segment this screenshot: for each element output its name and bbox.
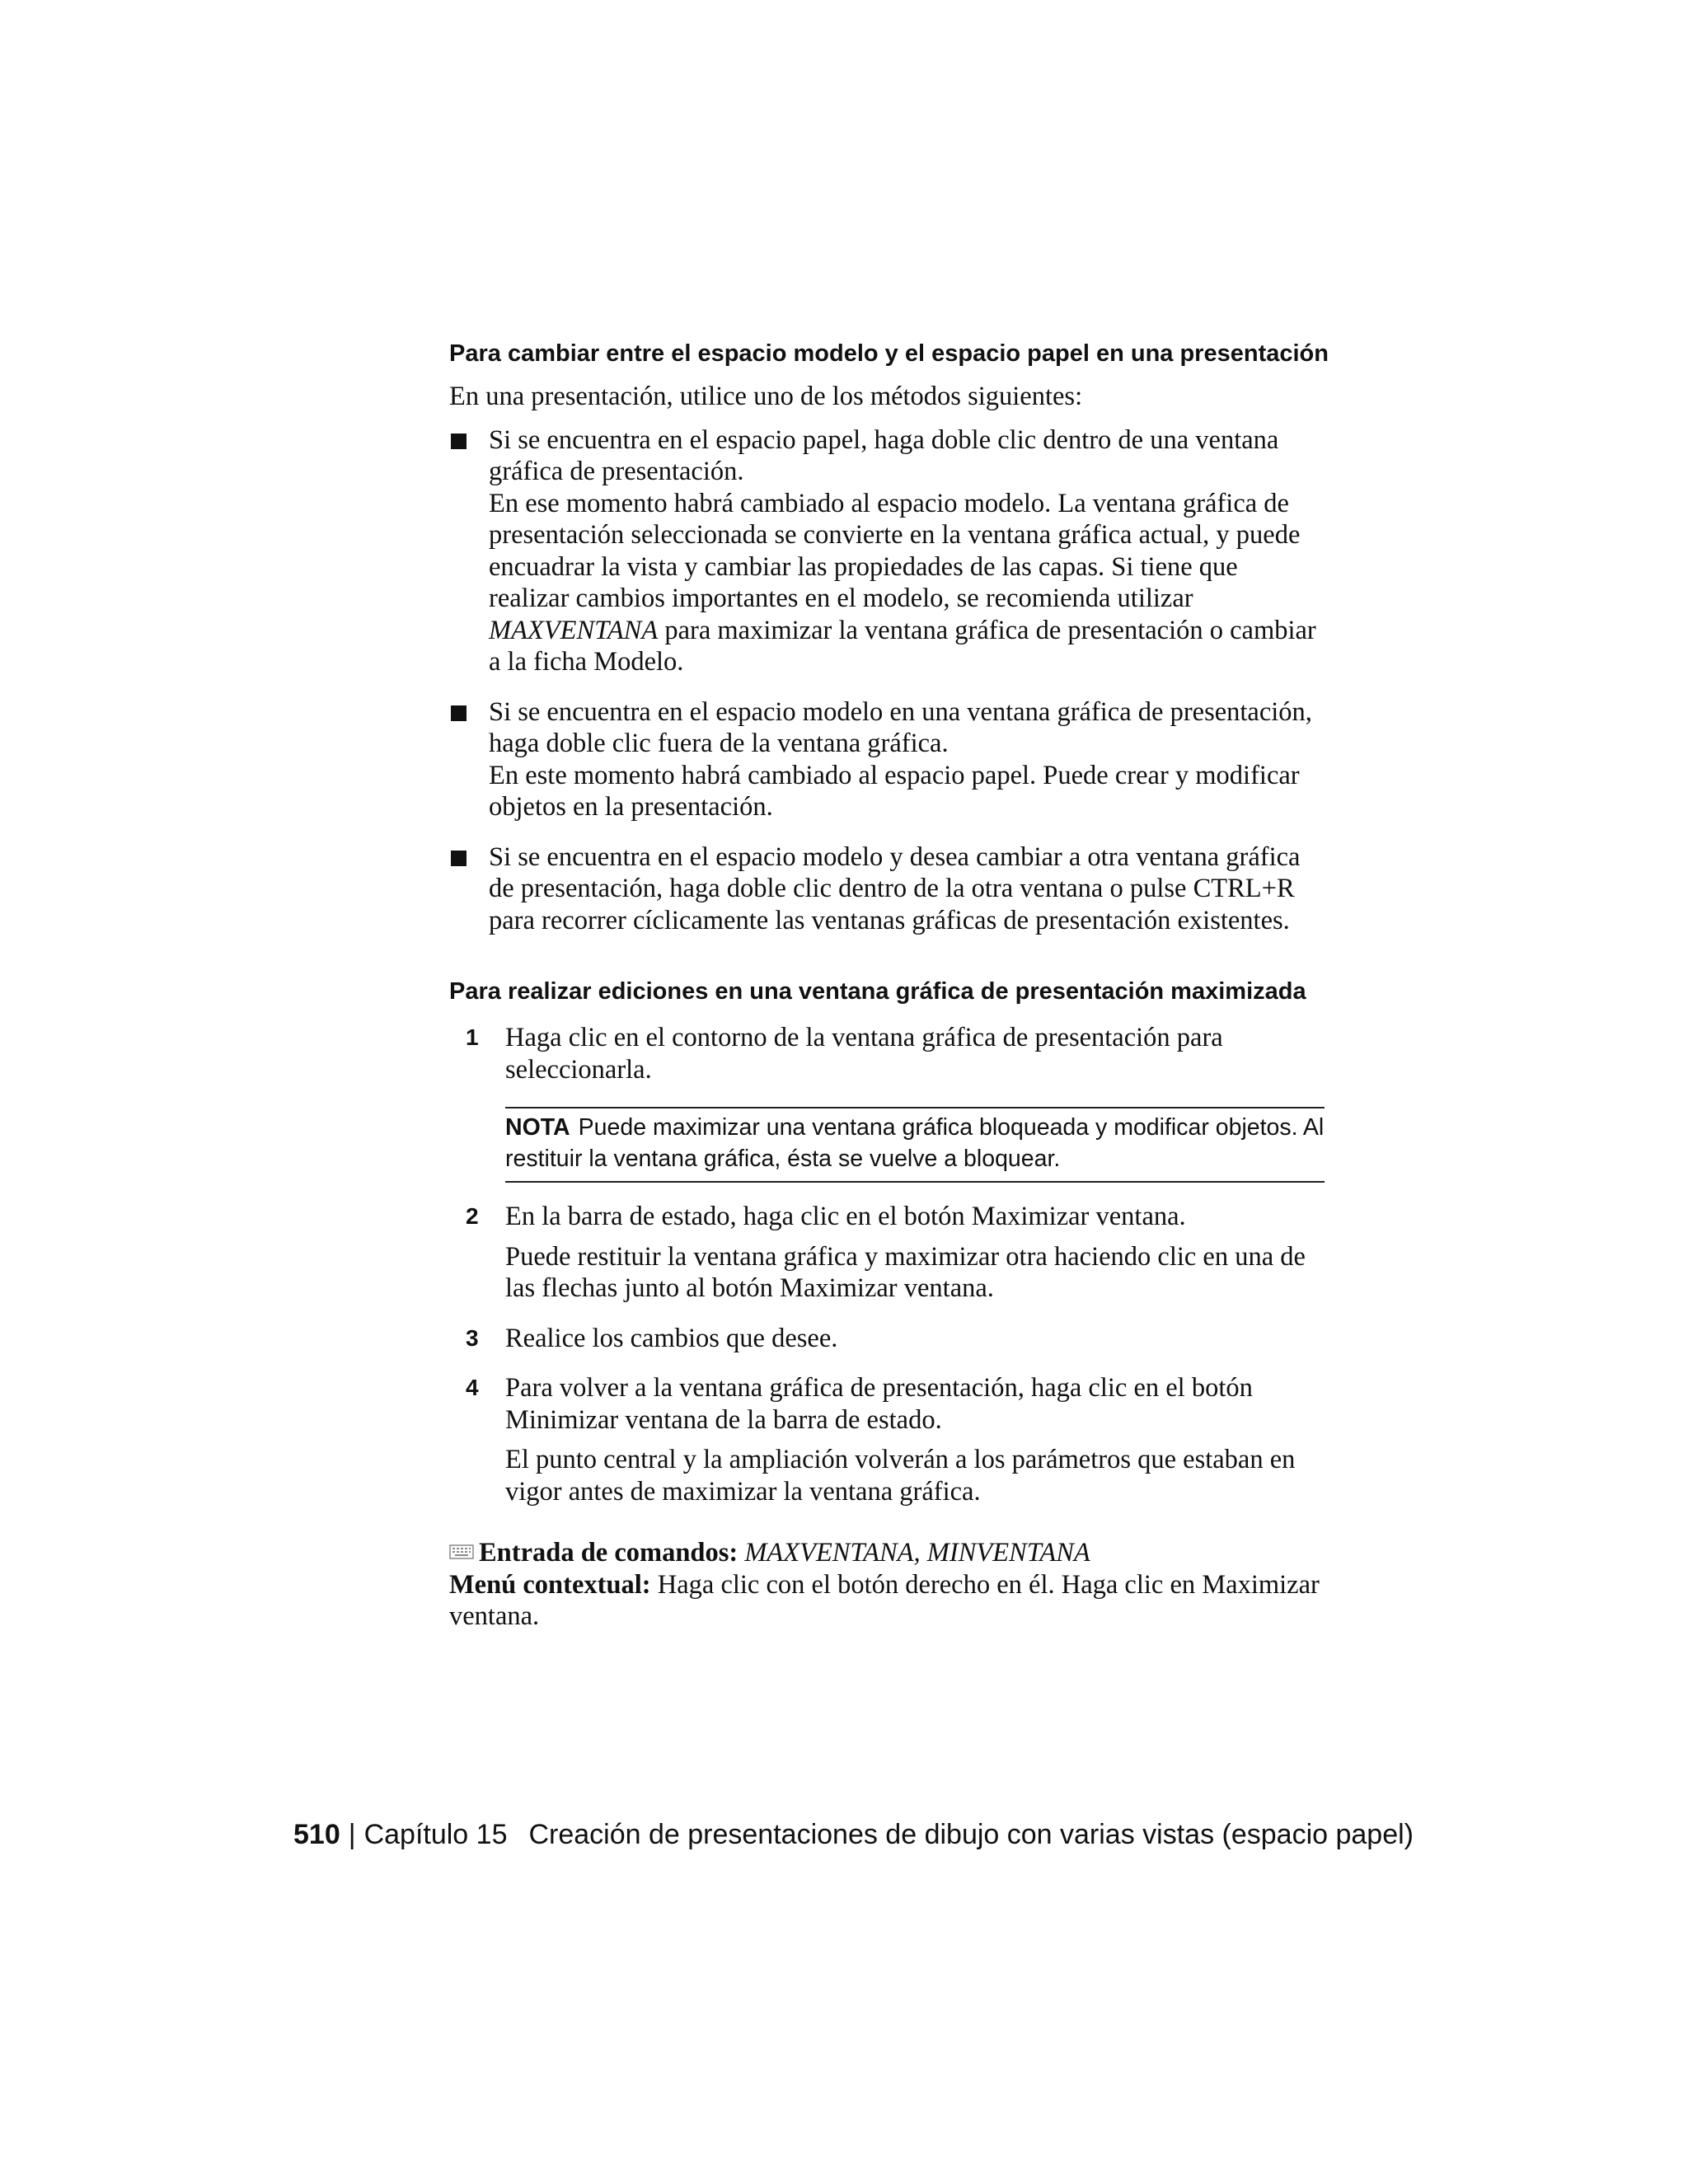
note-text: Puede maximizar una ventana gráfica bloqueada y modificar objetos. Al restituir la ventana gráfica, ésta se vuelve a bloquear.	[505, 1114, 1325, 1172]
step-item	[449, 1201, 1325, 1305]
chapter-title: Creación de presentaciones de dibujo con varias vistas (espacio papel)	[528, 1819, 1414, 1850]
step-subtext: El punto central y la ampliación volverán a los parámetros que estaban en vigor antes de maximizar la ventana gráfica.	[505, 1445, 1296, 1507]
list-item	[449, 841, 1325, 937]
keyboard-icon	[449, 1544, 474, 1559]
square-bullet-icon	[451, 851, 467, 866]
page-number: 510	[293, 1819, 340, 1850]
note-box	[505, 1107, 1325, 1183]
command-reference	[449, 1537, 1325, 1633]
page-content	[449, 338, 1329, 1633]
list-item	[449, 424, 1325, 678]
step-number: 4	[466, 1375, 479, 1400]
step-text: En la barra de estado, haga clic en el botón Maximizar ventana.	[505, 1202, 1186, 1231]
bullet-text: Si se encuentra en el espacio modelo y desea cambiar a otra ventana gráfica de presentación, haga doble clic dentro de la otra ventana o pulse CTRL+R para recorrer cíclicamente las ventanas gráficas de presentación existentes.	[489, 841, 1301, 935]
footer-separator: |	[348, 1819, 356, 1850]
bullet-detail	[489, 488, 1325, 678]
methods-list	[449, 424, 1325, 937]
context-menu-label: Menú contextual:	[449, 1569, 651, 1600]
list-item	[449, 696, 1325, 823]
command-entry-line	[449, 1537, 1325, 1569]
bullet-detail-text: para maximizar la ventana gráfica de presentación o cambiar a la ficha Modelo.	[489, 615, 1316, 677]
chapter-label: Capítulo 15	[363, 1819, 508, 1850]
bullet-detail-text: En ese momento habrá cambiado al espacio modelo. La ventana gráfica de presentación seleccionada se convierte en la ventana gráfica actual, y puede encuadrar la vista y cambiar las propiedades de las capas. Si tiene que realizar cambios importantes en el modelo, se recomienda utilizar	[489, 488, 1301, 613]
steps-list	[449, 1022, 1325, 1507]
context-menu-value: Haga clic con el botón derecho en él. Haga clic en Maximizar ventana.	[449, 1569, 1320, 1631]
step-text: Realice los cambios que desee.	[505, 1323, 838, 1353]
command-entry-label: Entrada de comandos:	[479, 1538, 738, 1568]
bullet-detail: En este momento habrá cambiado al espacio papel. Puede crear y modificar objetos en la presentación.	[489, 760, 1300, 822]
step-item	[449, 1022, 1325, 1183]
bullet-text: Si se encuentra en el espacio papel, haga doble clic dentro de una ventana gráfica de presentación.	[489, 424, 1279, 486]
bullet-text: Si se encuentra en el espacio modelo en una ventana gráfica de presentación, haga doble clic fuera de la ventana gráfica.	[489, 696, 1312, 758]
section-heading: Para cambiar entre el espacio modelo y el espacio papel en una presentación	[449, 340, 1329, 367]
step-number: 2	[466, 1203, 479, 1229]
step-subtext: Puede restituir la ventana gráfica y maximizar otra haciendo clic en una de las flechas junto al botón Maximizar ventana.	[505, 1241, 1306, 1303]
step-text: Haga clic en el contorno de la ventana gráfica de presentación para seleccionarla.	[505, 1023, 1223, 1085]
step-number: 1	[466, 1024, 479, 1050]
context-menu-line	[449, 1569, 1325, 1633]
step-item	[449, 1323, 1325, 1355]
command-entry-value: MAXVENTANA, MINVENTANA	[744, 1538, 1090, 1568]
command-name: MAXVENTANA	[489, 615, 659, 645]
page-footer	[293, 1818, 1414, 1851]
step-number: 3	[466, 1324, 479, 1351]
section-heading: Para realizar ediciones en una ventana gráfica de presentación maximizada	[449, 978, 1306, 1005]
intro-paragraph: En una presentación, utilice uno de los métodos siguientes:	[449, 382, 1083, 411]
step-text: Para volver a la ventana gráfica de presentación, haga clic en el botón Minimizar ventana de la barra de estado.	[505, 1373, 1253, 1435]
note-label: NOTA	[505, 1114, 570, 1141]
step-item	[449, 1372, 1325, 1507]
square-bullet-icon	[451, 705, 467, 721]
square-bullet-icon	[451, 434, 467, 449]
